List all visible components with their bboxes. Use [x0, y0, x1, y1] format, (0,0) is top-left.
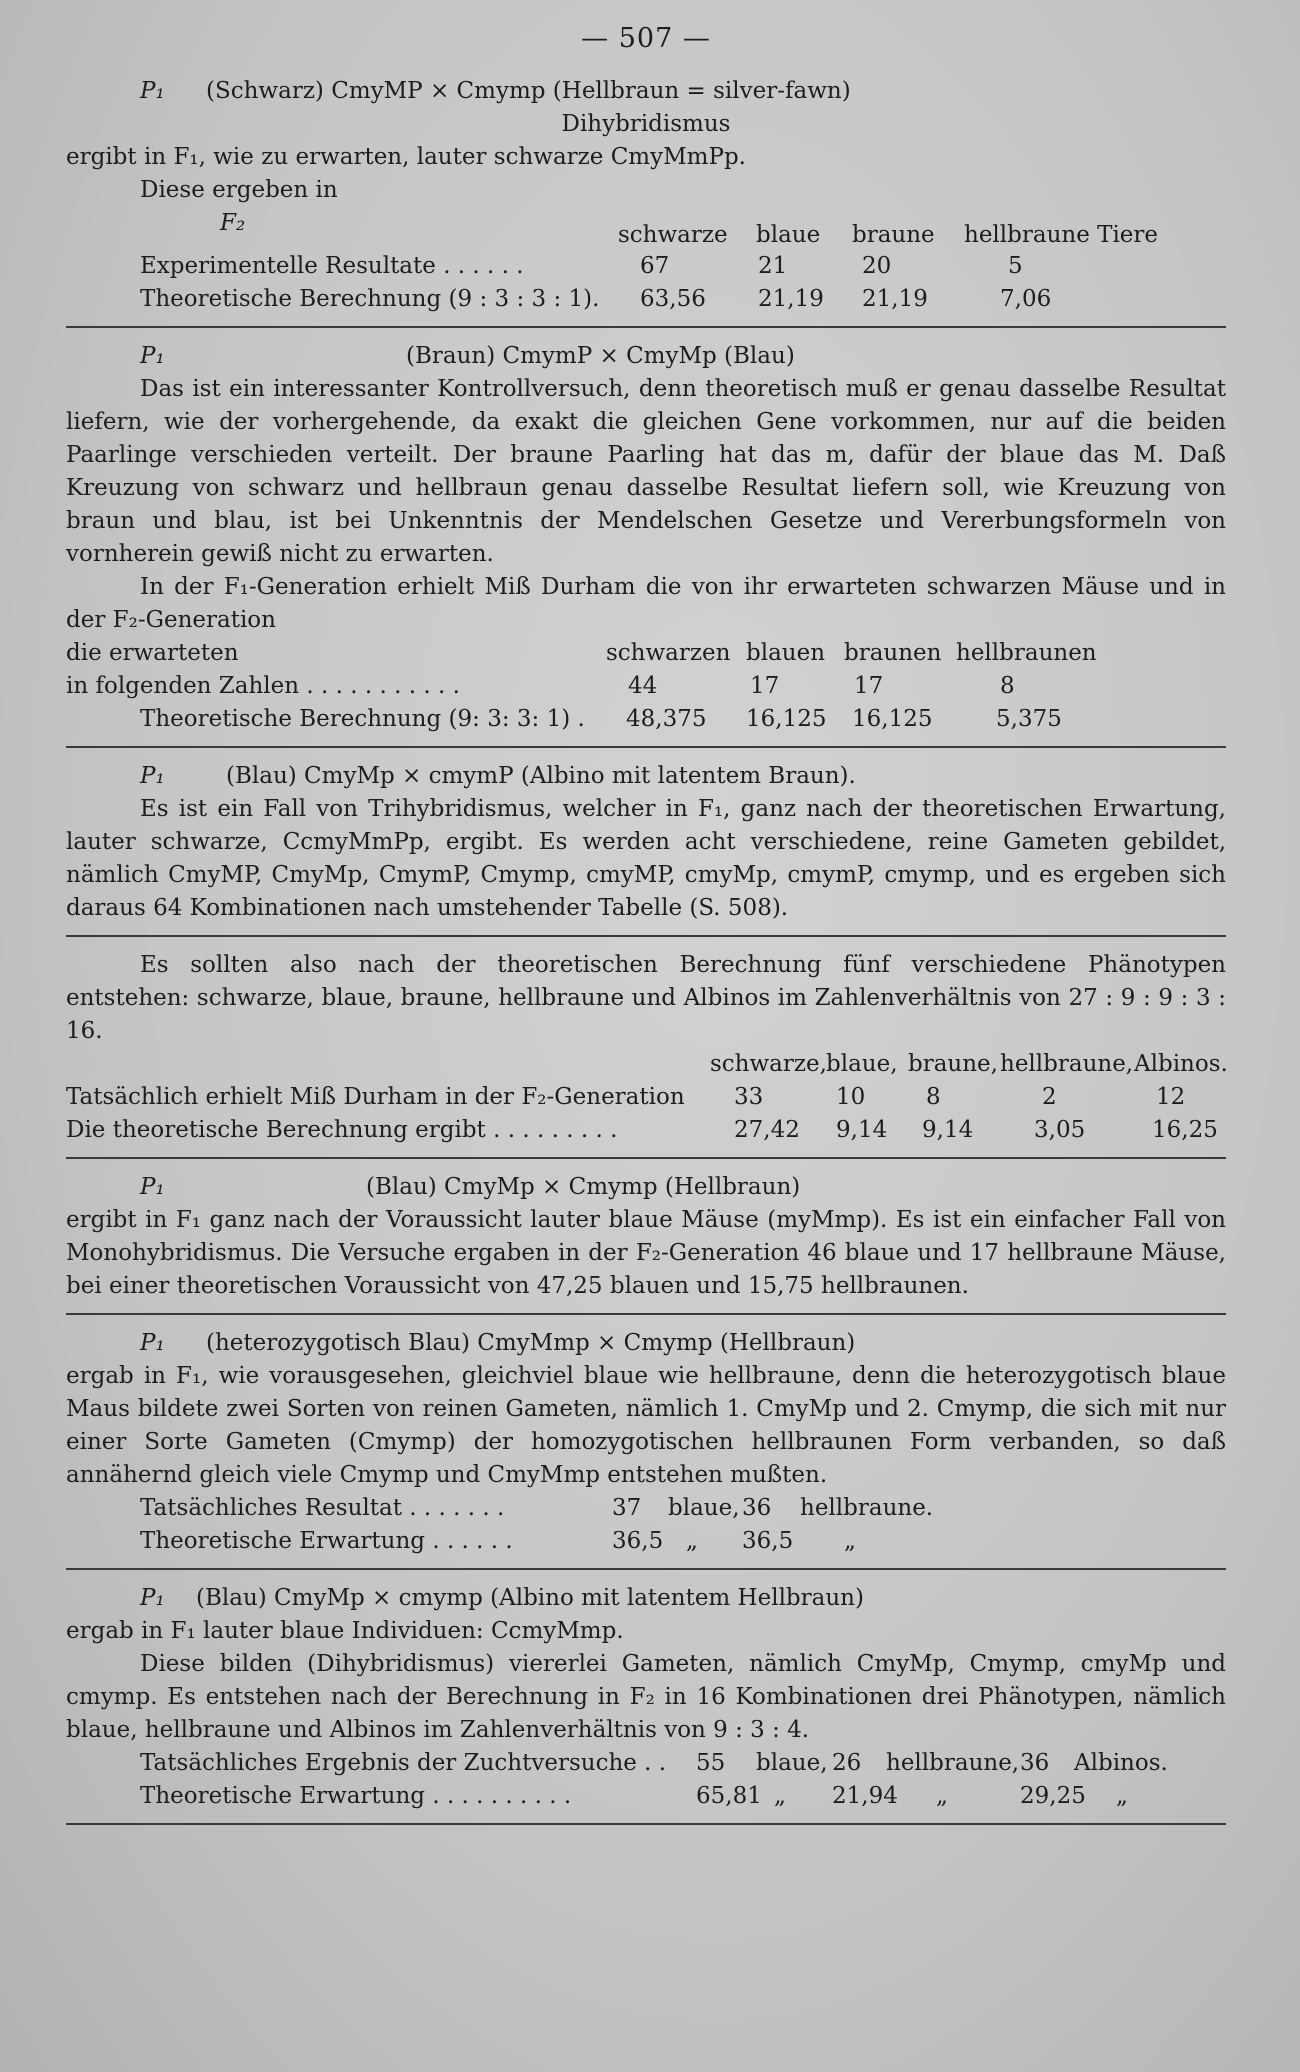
row-label: Tatsächlich erhielt Miß Durham in der F₂-Generation: [66, 1084, 685, 1110]
cell: 3,05: [1034, 1117, 1086, 1143]
cell: 29,25: [1020, 1783, 1086, 1809]
cell: 9,14: [922, 1117, 974, 1143]
cell: 12: [1156, 1084, 1186, 1110]
results-table: [66, 637, 1226, 736]
paragraph: ergibt in F₁ ganz nach der Voraussicht lauter blaue Mäuse (myMmp). Es ist ein einfacher Fall von Monohybridismus. Die Versuche ergaben in der F₂-Generation 46 blaue und 17 hellbraune Mäuse, bei einer theoretischen Voraussicht von 47,25 blauen und 15,75 hellbraunen.: [66, 1207, 1226, 1299]
cell: blaue,: [668, 1495, 740, 1521]
cell: 63,56: [640, 286, 706, 312]
section-4: [66, 949, 1226, 1147]
col-header: blaue,: [826, 1051, 898, 1077]
cell: 26: [832, 1750, 862, 1776]
col-header: hellbraune,: [1000, 1051, 1134, 1077]
cell: 16,25: [1152, 1117, 1218, 1143]
cross-formula: (Schwarz) CmyMP × Cmymp (Hellbraun = silver-fawn): [206, 78, 851, 104]
cell: 9,14: [836, 1117, 888, 1143]
cell: 8: [926, 1084, 941, 1110]
col-header: hellbraunen: [956, 640, 1097, 666]
f2-label: F₂: [220, 210, 246, 236]
col-header: blaue: [756, 222, 821, 248]
text-line: ergab in F₁ lauter blaue Individuen: CcmyMmp.: [66, 1618, 624, 1644]
divider: [66, 326, 1226, 328]
cell: 36,5: [742, 1528, 794, 1554]
cell: 67: [640, 253, 670, 279]
cell: 27,42: [734, 1117, 800, 1143]
col-header: blauen: [746, 640, 826, 666]
divider: [66, 1157, 1226, 1159]
paragraph: Diese bilden (Dihybridismus) viererlei Gameten, nämlich CmyMp, Cmymp, cmyMp und cmymp. Es entstehen nach der Berechnung in F₂ in 16 Kombinationen drei Phänotypen, nämlich blaue, hellbraune und Albinos im Zahlenverhältnis von 9 : 3 : 4.: [66, 1651, 1226, 1743]
p1-label: P₁: [140, 1330, 165, 1356]
cross-formula: (Braun) CmymP × CmyMp (Blau): [406, 343, 795, 369]
cell: 55: [696, 1750, 726, 1776]
p1-label: P₁: [140, 1585, 165, 1611]
cell: 16,125: [746, 706, 827, 732]
col-header: schwarzen: [606, 640, 731, 666]
p1-label: P₁: [140, 1174, 165, 1200]
results-table: [66, 1492, 1226, 1558]
row-label: Theoretische Berechnung (9 : 3 : 3 : 1).: [140, 286, 600, 312]
cell: 36: [1020, 1750, 1050, 1776]
cell: hellbraune.: [800, 1495, 934, 1521]
cell: 5,375: [996, 706, 1062, 732]
cross-header: [66, 1327, 1226, 1360]
cross-formula: (heterozygotisch Blau) CmyMmp × Cmymp (Hellbraun): [206, 1330, 856, 1356]
row-label: in folgenden Zahlen . . . . . . . . . . .: [66, 673, 460, 699]
cross-header: [66, 1582, 1226, 1615]
paragraph: Es sollten also nach der theoretischen Berechnung fünf verschiedene Phänotypen entstehen: schwarze, blaue, braune, hellbraune und Albinos im Zahlenverhältnis von 27 : 9 : 9 : 3 : 16.: [66, 952, 1226, 1044]
cell: 44: [628, 673, 658, 699]
cell: 17: [854, 673, 884, 699]
cell: 20: [862, 253, 892, 279]
cross-formula: (Blau) CmyMp × Cmymp (Hellbraun): [366, 1174, 801, 1200]
row-label: Theoretische Berechnung (9: 3: 3: 1) .: [140, 706, 585, 732]
p1-label: P₁: [140, 78, 165, 104]
section-7: [66, 1582, 1226, 1813]
cell: 2: [1042, 1084, 1057, 1110]
paragraph: Das ist ein interessanter Kontrollversuch, denn theoretisch muß er genau dasselbe Resultat liefern, wie der vorhergehende, da exakt die gleichen Gene vorkommen, nur auf die beiden Paarlinge verschieden verteilt. Der braune Paarling hat das m, dafür der blaue das M. Daß Kreuzung von schwarz und hellbraun genau dasselbe Resultat liefern soll, wie Kreuzung von braun und blau, ist bei Unkenntnis der Mendelschen Gesetze und Vererbungsformeln von vornherein gewiß nicht zu erwarten.: [66, 376, 1226, 567]
results-table: [66, 1747, 1226, 1813]
text-line: Diese ergeben in: [140, 177, 338, 203]
cell: 21,19: [862, 286, 928, 312]
cross-header: [66, 760, 1226, 793]
row-label: Tatsächliches Resultat . . . . . . .: [140, 1495, 505, 1521]
cell: 37: [612, 1495, 642, 1521]
cell: „: [1116, 1783, 1128, 1809]
divider: [66, 935, 1226, 937]
row-label: Experimentelle Resultate . . . . . .: [140, 253, 524, 279]
paragraph: Es ist ein Fall von Trihybridismus, welcher in F₁, ganz nach der theoretischen Erwartung, lauter schwarze, CcmyMmPp, ergibt. Es werden acht verschiedene, reine Gameten gebildet, nämlich CmyMP, CmyMp, CmymP, Cmymp, cmyMP, cmyMp, cmymP, cmymp, und es ergeben sich daraus 64 Kombinationen nach umstehender Tabelle (S. 508).: [66, 796, 1226, 921]
divider: [66, 1313, 1226, 1315]
cell: Albinos.: [1074, 1750, 1168, 1776]
col-header: schwarze: [618, 222, 728, 248]
col-header: braune: [852, 222, 935, 248]
section-5: [66, 1171, 1226, 1303]
cross-formula: (Blau) CmyMp × cmymP (Albino mit latentem Braun).: [226, 763, 856, 789]
text-line: ergibt in F₁, wie zu erwarten, lauter schwarze CmyMmPp.: [66, 144, 746, 170]
cross-header: [66, 75, 1226, 108]
cell: 36: [742, 1495, 772, 1521]
cell: 65,81: [696, 1783, 762, 1809]
row-label: Theoretische Erwartung . . . . . . . . . .: [140, 1783, 572, 1809]
cell: 17: [750, 673, 780, 699]
cell: „: [844, 1528, 856, 1554]
col-header: hellbraune Tiere: [964, 222, 1159, 248]
cross-header: [66, 1171, 1226, 1204]
cell: blaue,: [756, 1750, 828, 1776]
cell: 8: [1000, 673, 1015, 699]
cell: 16,125: [852, 706, 933, 732]
col-header: braunen: [844, 640, 942, 666]
cell: hellbraune,: [886, 1750, 1020, 1776]
p1-label: P₁: [140, 763, 165, 789]
page-content: [66, 22, 1226, 1837]
section-1: [66, 75, 1226, 316]
cell: „: [936, 1783, 948, 1809]
col-header: braune,: [908, 1051, 998, 1077]
results-table: [66, 1048, 1226, 1147]
cell: 33: [734, 1084, 764, 1110]
paragraph: ergab in F₁, wie vorausgesehen, gleichviel blaue wie hellbraune, denn die heterozygotisch blaue Maus bildete zwei Sorten von reinen Gameten, nämlich 1. CmyMp und 2. Cmymp, die sich mit nur einer Sorte Gameten (Cmymp) der homozygotischen hellbraunen Form verbanden, so daß annähernd gleich viele Cmymp und CmyMmp entstehen mußten.: [66, 1363, 1226, 1488]
col-header: Albinos.: [1134, 1051, 1228, 1077]
page-number: — 507 —: [581, 23, 711, 54]
cell: 21,94: [832, 1783, 898, 1809]
cross-header: [66, 340, 1226, 373]
cell: 48,375: [626, 706, 707, 732]
divider: [66, 1823, 1226, 1825]
cross-formula: (Blau) CmyMp × cmymp (Albino mit latentem Hellbraun): [196, 1585, 864, 1611]
divider: [66, 746, 1226, 748]
cell: 21,19: [758, 286, 824, 312]
col-header: schwarze,: [710, 1051, 827, 1077]
section-6: [66, 1327, 1226, 1558]
cell: „: [686, 1528, 698, 1554]
subtitle: Dihybridismus: [561, 111, 731, 137]
p1-label: P₁: [140, 343, 165, 369]
cell: 7,06: [1000, 286, 1052, 312]
row-label: Theoretische Erwartung . . . . . .: [140, 1528, 513, 1554]
cell: 10: [836, 1084, 866, 1110]
row-label: Die theoretische Berechnung ergibt . . . . . . . . .: [66, 1117, 618, 1143]
divider: [66, 1568, 1226, 1570]
row-label: Tatsächliches Ergebnis der Zuchtversuche . .: [140, 1750, 667, 1776]
cell: „: [774, 1783, 786, 1809]
cell: 5: [1008, 253, 1023, 279]
results-table: [66, 207, 1226, 316]
cell: 36,5: [612, 1528, 664, 1554]
section-2: [66, 340, 1226, 736]
paragraph: In der F₁-Generation erhielt Miß Durham die von ihr erwarteten schwarzen Mäuse und in der F₂-Generation: [66, 574, 1226, 633]
row-label: die erwarteten: [66, 640, 239, 666]
section-3: [66, 760, 1226, 925]
cell: 21: [758, 253, 788, 279]
